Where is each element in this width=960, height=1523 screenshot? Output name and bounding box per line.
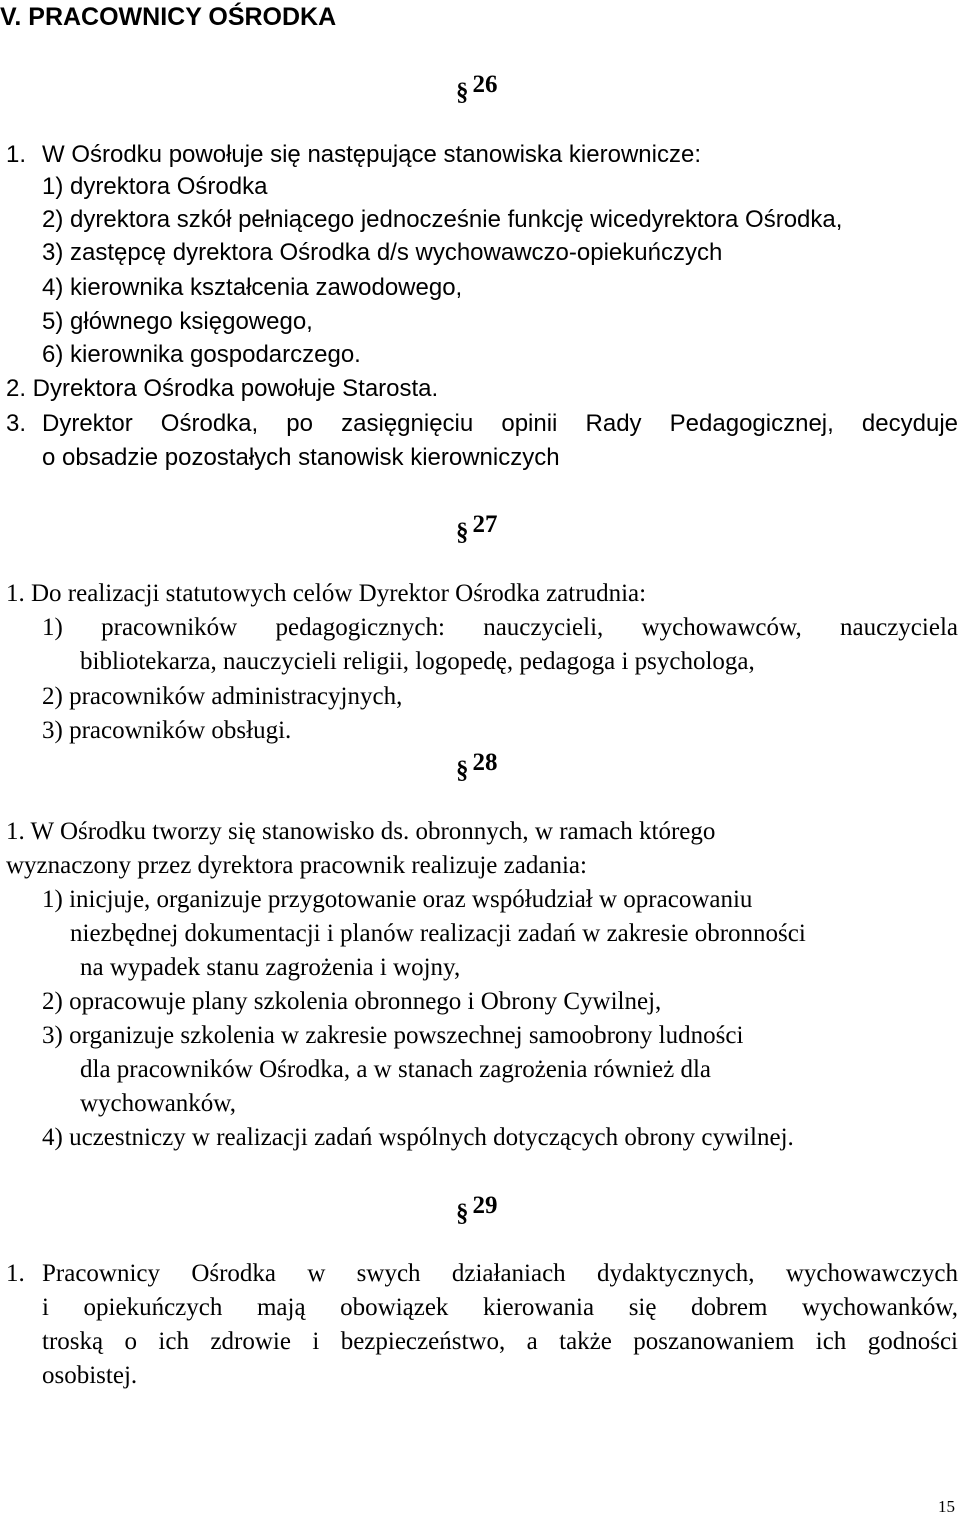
s28-item-4: 4) uczestniczy w realizacji zadań wspólnych dotyczących obrony cywilnej. <box>42 1124 794 1151</box>
section-sign: § <box>456 1200 469 1227</box>
s28-item-1-line1: 1) inicjuje, organizuje przygotowanie oraz współudział w opracowaniu <box>42 886 753 913</box>
s28-item-1-line3: na wypadek stanu zagrożenia i wojny, <box>80 954 461 981</box>
s28-p1-line2: wyznaczony przez dyrektora pracownik realizuje zadania: <box>6 852 587 879</box>
section-29-heading <box>456 1191 498 1227</box>
section-number: 29 <box>472 1192 498 1219</box>
s26-item-1: 1) dyrektora Ośrodka <box>42 173 268 200</box>
chapter-heading: V. PRACOWNICY OŚRODKA <box>0 3 337 31</box>
section-28-heading <box>456 748 498 784</box>
s27-item-3: 3) pracowników obsługi. <box>42 717 292 744</box>
s28-item-3-line1: 3) organizuje szkolenia w zakresie powszechnej samoobrony ludności <box>42 1022 744 1049</box>
s28-item-1-line2: niezbędnej dokumentacji i planów realizacji zadań w zakresie obronności <box>70 920 806 947</box>
s26-p3-line1: Dyrektor Ośrodka, po zasięgnięciu opinii Rady Pedagogicznej, decyduje <box>42 410 958 437</box>
s27-p1: 1. Do realizacji statutowych celów Dyrektor Ośrodka zatrudnia: <box>6 580 647 607</box>
section-number: 27 <box>472 511 498 538</box>
s26-p1-text: W Ośrodku powołuje się następujące stanowiska kierownicze: <box>42 141 701 168</box>
s26-item-2: 2) dyrektora szkół pełniącego jednocześnie funkcję wicedyrektora Ośrodka, <box>42 206 843 233</box>
section-sign: § <box>456 79 469 106</box>
s27-item-1-line1: 1) pracowników pedagogicznych: nauczycieli, wychowawców, nauczyciela <box>42 614 958 641</box>
s26-p1-number: 1. <box>6 141 27 168</box>
s26-p2: 2. Dyrektora Ośrodka powołuje Starosta. <box>6 375 439 402</box>
section-26-heading <box>456 70 498 106</box>
s26-p3-number: 3. <box>6 410 27 437</box>
section-number: 26 <box>472 71 498 98</box>
s27-item-2: 2) pracowników administracyjnych, <box>42 683 403 710</box>
section-sign: § <box>456 519 469 546</box>
s26-item-5: 5) głównego księgowego, <box>42 308 313 335</box>
s26-item-6: 6) kierownika gospodarczego. <box>42 341 361 368</box>
s28-p1-line1: 1. W Ośrodku tworzy się stanowisko ds. obronnych, w ramach którego <box>6 818 716 845</box>
s29-p1-line1: Pracownicy Ośrodka w swych działaniach dydaktycznych, wychowawczych <box>42 1260 958 1287</box>
s26-item-3: 3) zastępcę dyrektora Ośrodka d/s wychowawczo-opiekuńczych <box>42 239 723 266</box>
section-27-heading <box>456 510 498 546</box>
s29-p1-line3: troską o ich zdrowie i bezpieczeństwo, a także poszanowaniem ich godności <box>42 1328 958 1355</box>
section-number: 28 <box>472 749 498 776</box>
s29-p1-number: 1. <box>6 1260 25 1287</box>
s28-item-3-line3: wychowanków, <box>80 1090 236 1117</box>
s29-p1-line4: osobistej. <box>42 1362 138 1389</box>
s29-p1-line2: i opiekuńczych mają obowiązek kierowania się dobrem wychowanków, <box>42 1294 958 1321</box>
s28-item-2: 2) opracowuje plany szkolenia obronnego i Obrony Cywilnej, <box>42 988 662 1015</box>
page-number: 15 <box>938 1497 955 1516</box>
s26-item-4: 4) kierownika kształcenia zawodowego, <box>42 274 463 301</box>
section-sign: § <box>456 757 469 784</box>
s27-item-1-line2: bibliotekarza, nauczycieli religii, logopedę, pedagoga i psychologa, <box>80 648 755 675</box>
s26-p3-line2: o obsadzie pozostałych stanowisk kierowniczych <box>42 444 560 471</box>
s28-item-3-line2: dla pracowników Ośrodka, a w stanach zagrożenia również dla <box>80 1056 711 1083</box>
